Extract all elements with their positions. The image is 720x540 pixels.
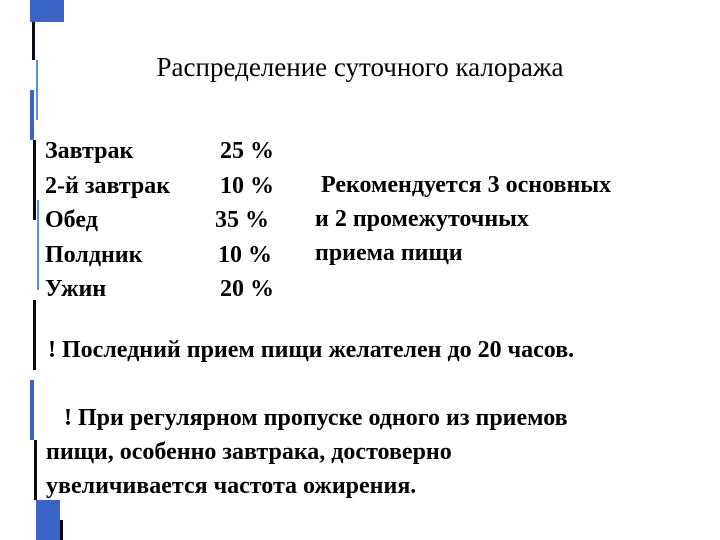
note-line: ! При регулярном пропуске одного из приемов [64,405,568,431]
meal-percent: 10 % [218,241,272,268]
slide-title-text: Распределение суточного калоража [156,52,564,82]
skipping-meals-note [46,401,568,503]
meal-percent: 25 % [220,138,274,164]
meal-percent: 10 % [220,172,274,199]
note-line: пищи, особенно завтрака, достоверно [46,439,452,465]
note-line: увеличивается частота ожирения. [46,473,417,499]
deco-blue-block-top [30,0,64,22]
deco-black-line-2 [33,140,36,220]
deco-black-line-bottom [60,520,63,540]
meal-name: Завтрак [45,138,134,164]
meal-name: 2-й завтрак [45,172,171,199]
deco-black-line-4 [34,440,37,500]
deco-black-line-3 [33,300,36,370]
meal-name: Обед [45,207,98,233]
deco-blue-block-bottom [36,500,60,540]
last-meal-note: ! Последний прием пищи желателен до 20 часов. [48,337,575,363]
recommendation-text [315,168,611,270]
recommendation-line: Рекомендуется 3 основных [321,172,612,198]
meal-percent: 35 % [215,207,269,233]
recommendation-line: приема пищи [315,240,463,266]
recommendation-line: и 2 промежуточных [315,206,529,232]
meal-name: Полдник [45,241,143,268]
meal-name: Ужин [45,276,107,302]
meal-percent: 20 % [220,276,274,302]
deco-blue-line-2 [37,200,39,290]
deco-blue-bar-2 [30,380,34,440]
deco-blue-bar-1 [30,90,34,140]
slide-title [0,52,720,83]
